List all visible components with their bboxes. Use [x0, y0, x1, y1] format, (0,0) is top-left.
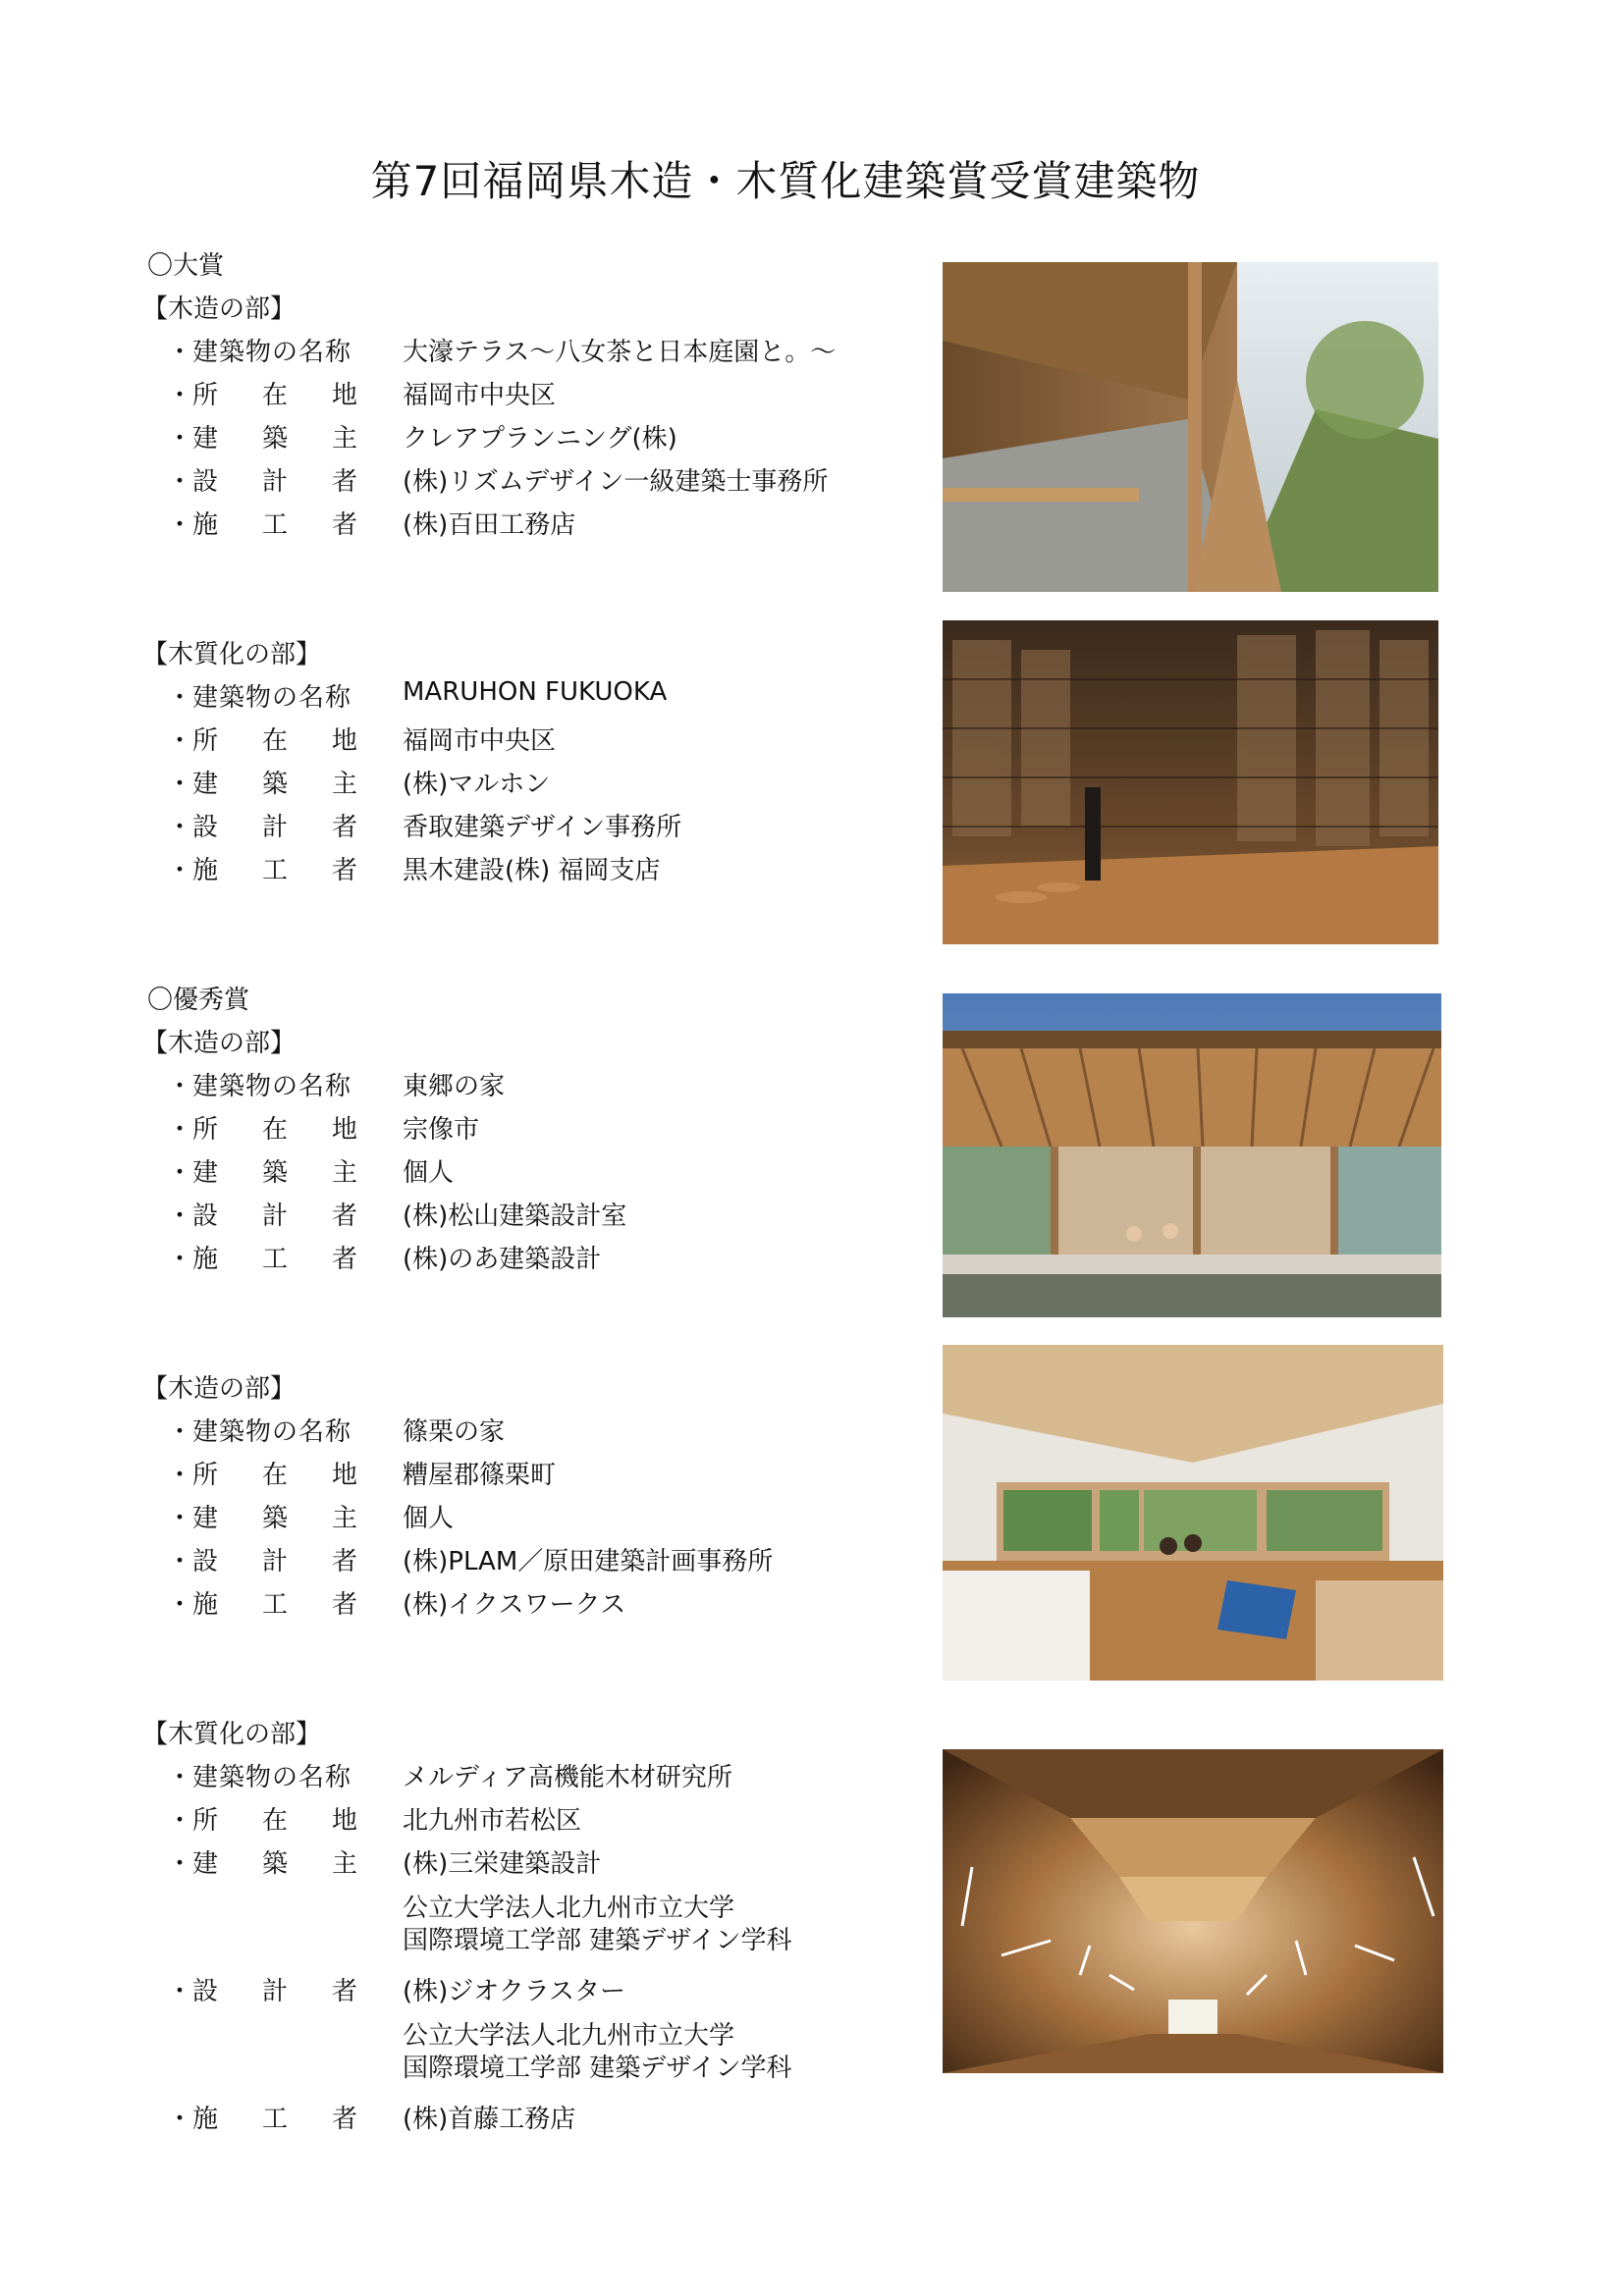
label-char: 地: [331, 1461, 357, 1490]
category-label: 【木造の部】: [142, 1029, 297, 1058]
bullet: ・: [167, 726, 193, 756]
bullet: ・: [167, 424, 193, 454]
bullet: ・: [167, 2105, 193, 2134]
label-char: 地: [331, 726, 357, 756]
label-char: 設: [192, 1547, 219, 1576]
bullet: ・: [167, 1158, 193, 1188]
label-char: 建: [192, 770, 219, 799]
label-char: 計: [261, 1977, 288, 2006]
label-char: 主: [331, 770, 357, 799]
value-designer: (株)ジオクラスター: [403, 1977, 625, 2006]
label-char: 者: [331, 813, 357, 842]
owner-extra-line: 国際環境工学部 建築デザイン学科: [403, 1926, 792, 1955]
label-char: 地: [331, 1806, 357, 1836]
label-char: 者: [331, 2105, 357, 2134]
value-location: 福岡市中央区: [403, 726, 557, 756]
value-name: 篠栗の家: [403, 1417, 506, 1447]
label-char: 施: [192, 1590, 219, 1620]
bullet: ・: [167, 510, 193, 540]
section-heading-excellence-award: 〇優秀賞: [147, 986, 250, 1015]
label-char: 所: [192, 1806, 219, 1836]
value-builder: (株)イクスワークス: [403, 1590, 626, 1620]
bullet: ・: [167, 1417, 193, 1447]
label-char: 建: [192, 1504, 219, 1533]
label-char: 所: [192, 726, 219, 756]
living-room-photo: [943, 1345, 1443, 1681]
label-char: 計: [261, 1201, 288, 1231]
category-label: 【木造の部】: [142, 1374, 297, 1404]
house-exterior-photo: [943, 993, 1441, 1317]
label-char: 施: [192, 510, 219, 540]
label-char: 地: [331, 1115, 357, 1145]
bullet: ・: [167, 683, 193, 713]
category-label: 【木質化の部】: [142, 1720, 322, 1749]
label-char: 所: [192, 1461, 219, 1490]
value-name: 東郷の家: [403, 1072, 506, 1101]
wooden-terrace-photo: [943, 262, 1438, 592]
label-char: 者: [331, 510, 357, 540]
label-char: 地: [331, 381, 357, 410]
label-char: 所: [192, 1115, 219, 1145]
label-char: 建: [192, 1849, 219, 1879]
designer-extra: [403, 2020, 791, 2085]
value-name: メルディア高機能木材研究所: [403, 1763, 732, 1792]
bullet: ・: [167, 1547, 193, 1576]
label-char: 者: [331, 856, 357, 885]
value-owner: クレアプランニング(株): [403, 424, 677, 454]
bullet: ・: [167, 813, 193, 842]
value-owner: 個人: [403, 1504, 455, 1533]
label-char: 築: [261, 770, 288, 799]
label-char: 者: [331, 1590, 357, 1620]
designer-extra-line: 国際環境工学部 建築デザイン学科: [403, 2054, 792, 2083]
label-char: 所: [192, 381, 219, 410]
bullet: ・: [167, 1806, 193, 1836]
label-char: 築: [261, 1158, 288, 1188]
label-char: 計: [261, 813, 288, 842]
label-char: 主: [331, 1158, 357, 1188]
value-builder: (株)のあ建築設計: [403, 1245, 602, 1274]
bullet: ・: [167, 1763, 193, 1792]
value-location: 福岡市中央区: [403, 381, 557, 410]
section-heading-grand-prize: 〇大賞: [147, 251, 225, 281]
value-designer: (株)松山建築設計室: [403, 1201, 627, 1231]
wood-shelving-interior-photo: [943, 620, 1438, 944]
label-char: 者: [331, 1245, 357, 1274]
page-title: 第7回福岡県木造・木質化建築賞受賞建築物: [370, 157, 1201, 205]
label-char: 者: [331, 1547, 357, 1576]
value-designer: (株)リズムデザイン一級建築士事務所: [403, 467, 829, 497]
value-location: 北九州市若松区: [403, 1806, 582, 1836]
label-char: 主: [331, 1504, 357, 1533]
designer-extra-line: 公立大学法人北九州市立大学: [403, 2021, 735, 2051]
label-char: 者: [331, 467, 357, 497]
label-char: 計: [261, 467, 288, 497]
bullet: ・: [167, 467, 193, 497]
bullet: ・: [167, 1590, 193, 1620]
label-char: 築: [261, 1504, 288, 1533]
bullet: ・: [167, 1072, 193, 1101]
label-name: 建築物の名称: [192, 683, 352, 713]
label-name: 建築物の名称: [192, 1763, 352, 1792]
label-char: 主: [331, 424, 357, 454]
label-name: 建築物の名称: [192, 338, 352, 367]
bullet: ・: [167, 1115, 193, 1145]
label-char: 在: [261, 726, 288, 756]
label-char: 建: [192, 424, 219, 454]
label-char: 主: [331, 1849, 357, 1879]
label-char: 建: [192, 1158, 219, 1188]
label-char: 工: [261, 856, 288, 885]
bullet: ・: [167, 1977, 193, 2006]
label-char: 設: [192, 1201, 219, 1231]
bullet: ・: [167, 770, 193, 799]
label-char: 築: [261, 1849, 288, 1879]
value-owner: (株)三栄建築設計: [403, 1849, 602, 1879]
owner-extra: [403, 1893, 791, 1957]
bullet: ・: [167, 1201, 193, 1231]
category-label: 【木質化の部】: [142, 640, 322, 669]
label-char: 者: [331, 1201, 357, 1231]
category-label: 【木造の部】: [142, 294, 297, 324]
value-builder: (株)首藤工務店: [403, 2105, 576, 2134]
value-location: 糟屋郡篠栗町: [403, 1461, 557, 1490]
label-char: 在: [261, 1115, 288, 1145]
label-char: 工: [261, 2105, 288, 2134]
label-char: 設: [192, 1977, 219, 2006]
label-char: 施: [192, 856, 219, 885]
bullet: ・: [167, 381, 193, 410]
value-designer: 香取建築デザイン事務所: [403, 813, 682, 842]
label-char: 施: [192, 1245, 219, 1274]
value-owner: (株)マルホン: [403, 770, 551, 799]
bullet: ・: [167, 856, 193, 885]
label-char: 者: [331, 1977, 357, 2006]
value-designer: (株)PLAM／原田建築計画事務所: [403, 1547, 774, 1576]
label-char: 在: [261, 1806, 288, 1836]
label-char: 在: [261, 381, 288, 410]
label-char: 築: [261, 424, 288, 454]
value-location: 宗像市: [403, 1115, 480, 1145]
bullet: ・: [167, 1245, 193, 1274]
value-builder: 黒木建設(株) 福岡支店: [403, 856, 661, 885]
label-char: 工: [261, 510, 288, 540]
label-char: 計: [261, 1547, 288, 1576]
value-name: MARUHON FUKUOKA: [403, 677, 668, 707]
label-name: 建築物の名称: [192, 1072, 352, 1101]
bullet: ・: [167, 1461, 193, 1490]
owner-extra-line: 公立大学法人北九州市立大学: [403, 1894, 735, 1923]
label-char: 施: [192, 2105, 219, 2134]
label-char: 工: [261, 1245, 288, 1274]
wooden-corridor-photo: [943, 1749, 1443, 2073]
label-char: 設: [192, 813, 219, 842]
value-name: 大濠テラス～八女茶と日本庭園と。～: [403, 338, 837, 367]
bullet: ・: [167, 1849, 193, 1879]
value-builder: (株)百田工務店: [403, 510, 576, 540]
label-char: 在: [261, 1461, 288, 1490]
label-char: 設: [192, 467, 219, 497]
bullet: ・: [167, 338, 193, 367]
label-name: 建築物の名称: [192, 1417, 352, 1447]
bullet: ・: [167, 1504, 193, 1533]
value-owner: 個人: [403, 1158, 455, 1188]
label-char: 工: [261, 1590, 288, 1620]
